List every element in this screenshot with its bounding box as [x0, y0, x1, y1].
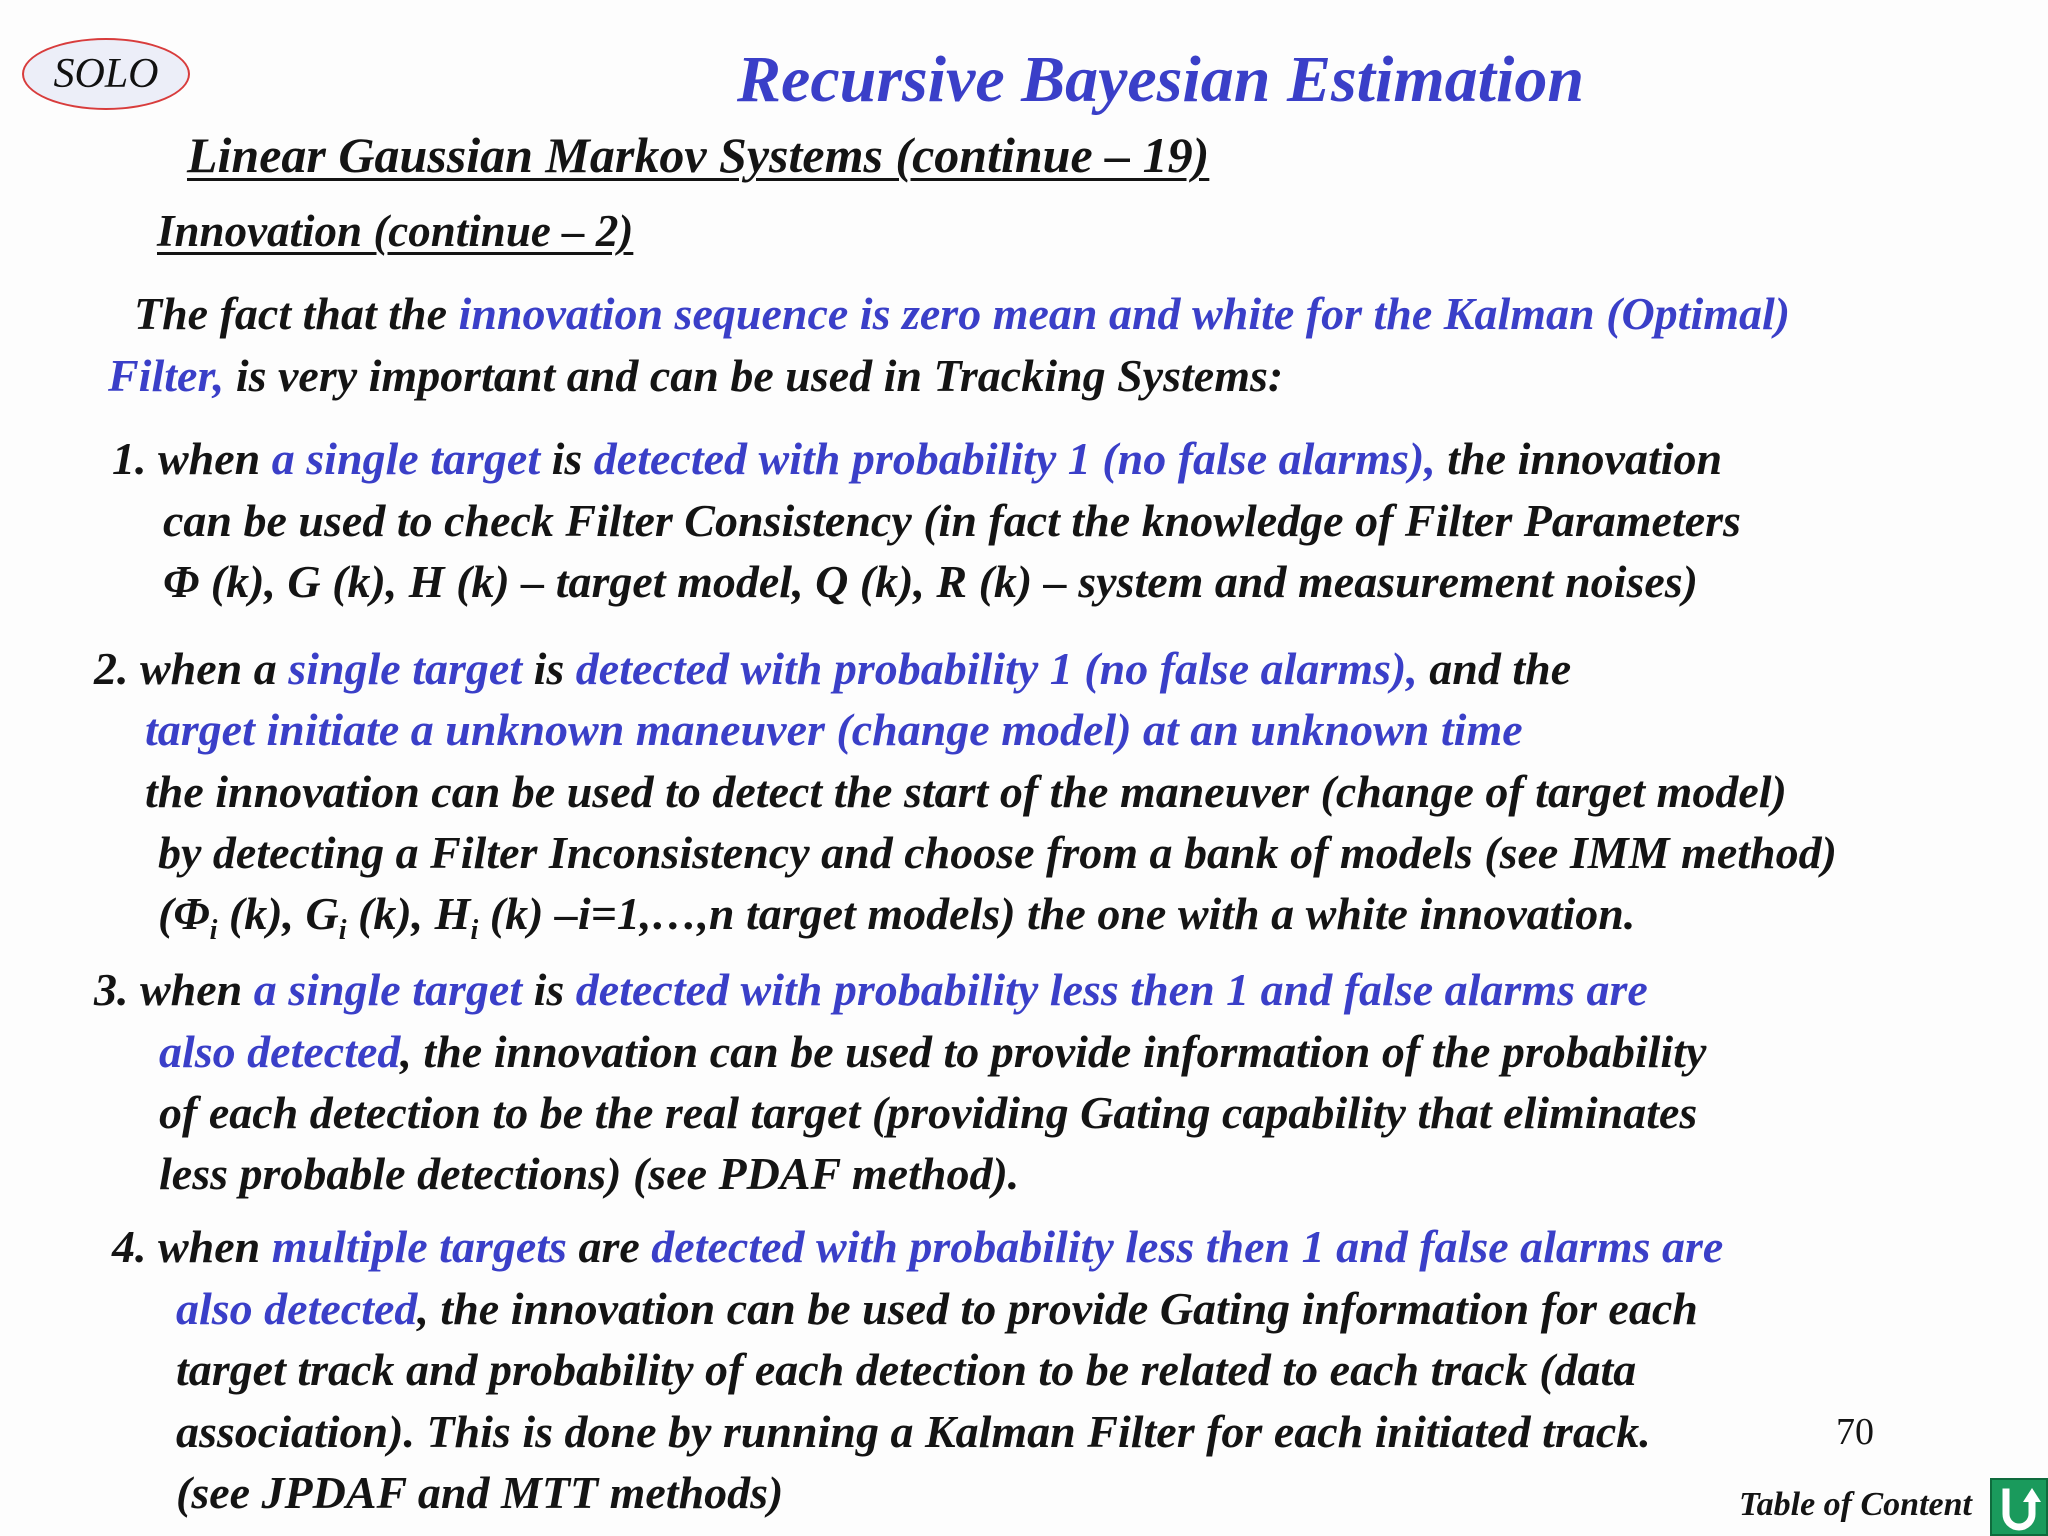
item3-line-1: 3. when a single target is detected with probability less then 1 and false alarms are: [94, 964, 1648, 1015]
logo-text: SOLO: [53, 51, 159, 97]
item4-line-4: association). This is done by running a Kalman Filter for each initiated track.: [176, 1406, 1651, 1457]
item4-line-1: 4. when multiple targets are detected with probability less then 1 and false alarms are: [112, 1221, 1724, 1272]
item4-line-5: (see JPDAF and MTT methods): [176, 1467, 784, 1518]
intro-line-1: The fact that the innovation sequence is zero mean and white for the Kalman (Optimal): [134, 288, 1791, 339]
page-title: Recursive Bayesian Estimation: [737, 43, 1585, 116]
item4-line-2: also detected, the innovation can be used to provide Gating information for each: [176, 1283, 1698, 1334]
item4-line-3: target track and probability of each detection to be related to each track (data: [176, 1344, 1637, 1395]
table-of-content-link[interactable]: Table of Content: [1739, 1486, 1972, 1523]
section-heading: Innovation (continue – 2): [157, 206, 634, 256]
page-number: 70: [1836, 1411, 1874, 1453]
item3-line-3: of each detection to be the real target (providing Gating capability that eliminates: [159, 1087, 1698, 1138]
table-of-content-button[interactable]: [1990, 1478, 2048, 1536]
item3-line-2: also detected, the innovation can be used to provide information of the probability: [159, 1026, 1707, 1077]
item3-line-4: less probable detections) (see PDAF method).: [159, 1148, 1020, 1199]
item2-line-2: target initiate a unknown maneuver (change model) at an unknown time: [145, 704, 1523, 755]
intro-line-2: Filter, is very important and can be used in Tracking Systems:: [108, 350, 1284, 401]
item1-line-3: Φ (k), G (k), H (k) – target model, Q (k), R (k) – system and measurement noises): [163, 556, 1698, 607]
solo-logo: [22, 38, 190, 110]
item2-line-5: ($\Phi_i$ (k), $G_i$ (k), $H_i$ (k) –i=1,…,n target models) the one with a white innovation.: [158, 888, 1636, 947]
return-arrow-icon: [1992, 1480, 2046, 1534]
item1-line-2: can be used to check Filter Consistency (in fact the knowledge of Filter Parameters: [163, 495, 1741, 546]
item2-line-3: the innovation can be used to detect the start of the maneuver (change of target model): [145, 766, 1787, 817]
item2-line-4: by detecting a Filter Inconsistency and choose from a bank of models (see IMM method): [158, 827, 1837, 878]
subtitle: Linear Gaussian Markov Systems (continue – 19): [187, 127, 1210, 183]
item2-line-1: 2. when a single target is detected with probability 1 (no false alarms), and the: [94, 643, 1572, 694]
item1-line-1: 1. when a single target is detected with probability 1 (no false alarms), the innovation: [112, 433, 1723, 484]
